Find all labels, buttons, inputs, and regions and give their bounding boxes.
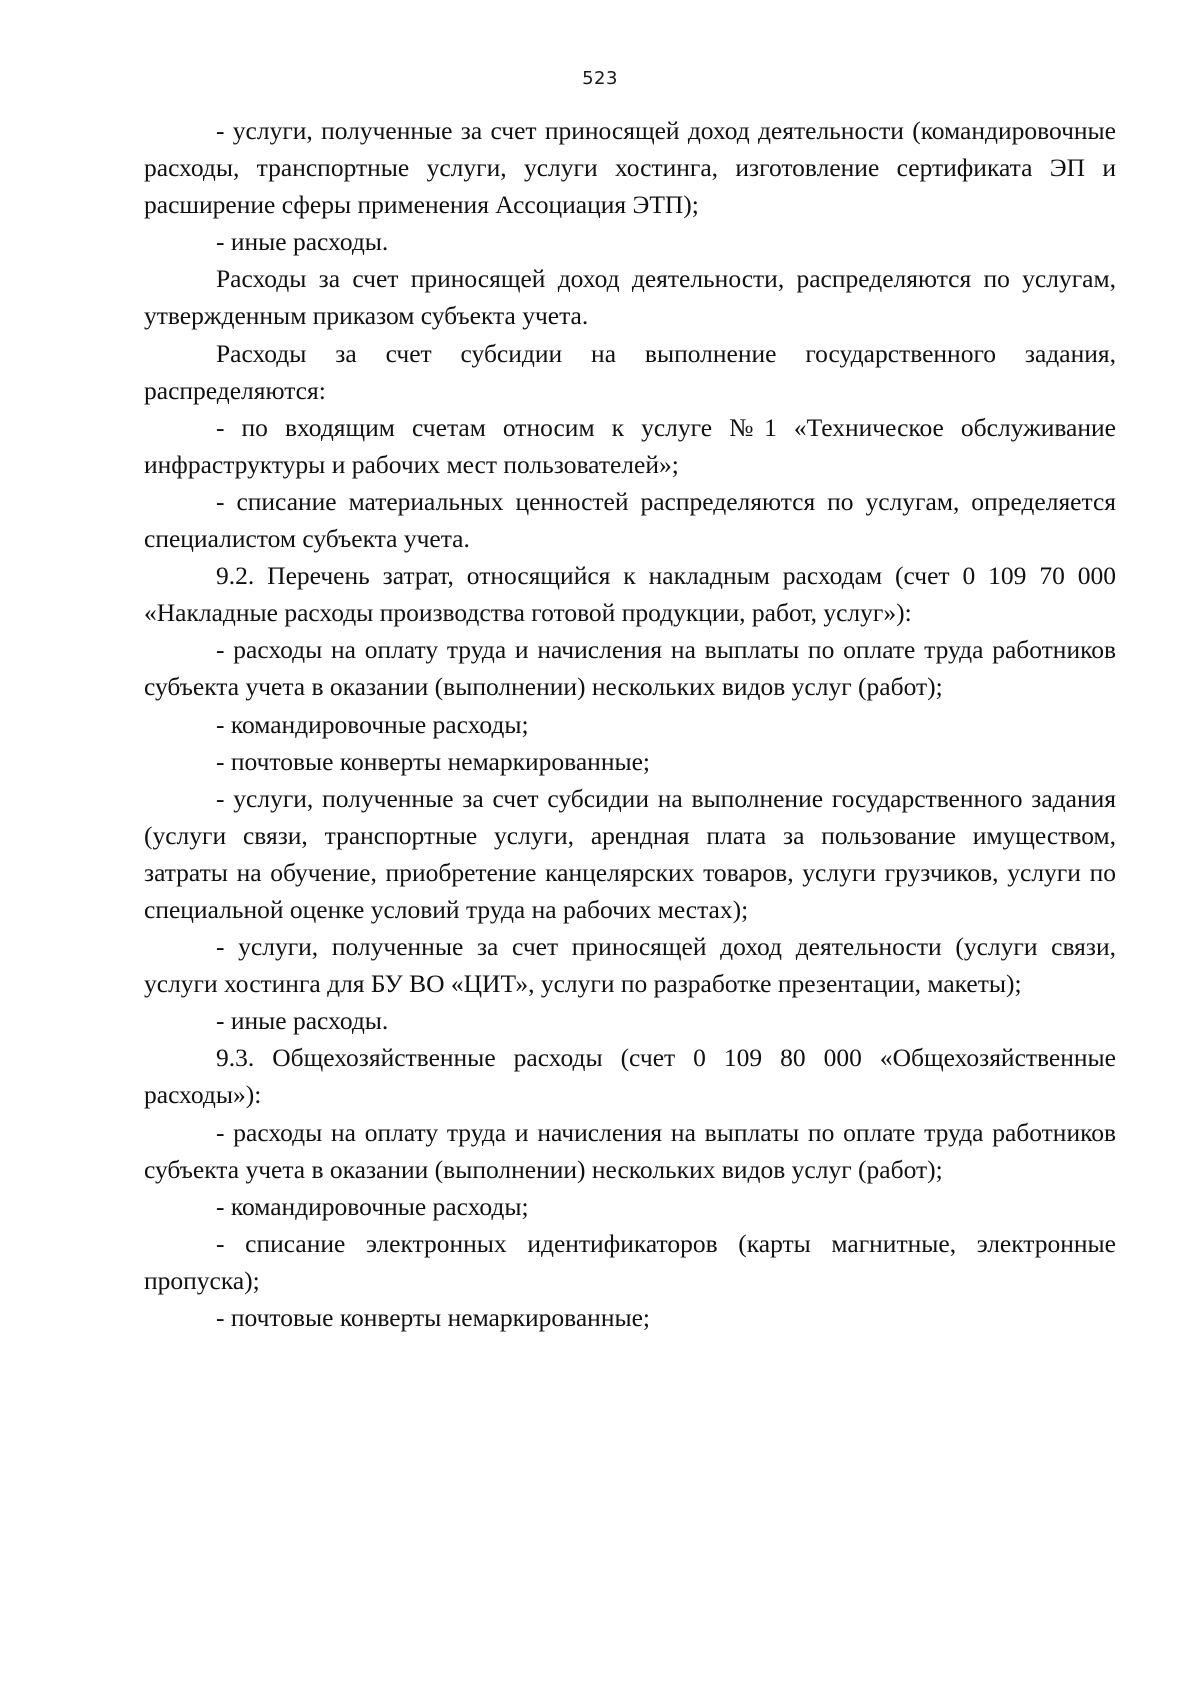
paragraph-section-9-3: 9.3. Общехозяйственные расходы (счет 0 109 80 000 «Общехозяйственные расходы»):	[144, 1043, 1116, 1110]
paragraph-postal-envelopes-2: - почтовые конверты немаркированные;	[216, 1303, 650, 1332]
paragraph-income-distribution: Расходы за счет приносящей доход деятельности, распределяются по услугам, утвержденным приказом субъекта учета.	[144, 264, 1116, 331]
paragraph-other-expenses-2: - иные расходы.	[216, 1006, 389, 1036]
document-body	[144, 112, 1116, 1336]
paragraph-labor-costs: - расходы на оплату труда и начисления на выплаты по оплате труда работников субъекта учета в оказании (выполнении) нескольких видов услуг (работ);	[144, 635, 1116, 702]
paragraph-income-services: - услуги, полученные за счет приносящей доход деятельности (услуги связи, услуги хостинга для БУ ВО «ЦИТ», услуги по разработке презентации, макеты);	[144, 932, 1116, 999]
paragraph-incoming-invoices: - по входящим счетам относим к услуге №1 «Техническое обслуживание инфраструктуры и рабочих мест пользователей»;	[144, 412, 1116, 479]
paragraph-other-expenses: - иные расходы.	[216, 227, 389, 257]
paragraph-labor-costs-2: - расходы на оплату труда и начисления на выплаты по оплате труда работников субъекта учета в оказании (выполнении) нескольких видов услуг (работ);	[144, 1117, 1116, 1184]
paragraph-travel-expenses: - командировочные расходы;	[216, 709, 529, 739]
paragraph-material-write-off: - списание материальных ценностей распределяются по услугам, определяется специалистом субъекта учета.	[144, 486, 1116, 554]
paragraph-electronic-ids: - списание электронных идентификаторов (карты магнитные, электронные пропуска);	[144, 1228, 1116, 1295]
paragraph-subsidy-distribution: Расходы за счет субсидии на выполнение государственного задания, распределяются:	[144, 338, 1116, 405]
paragraph-services-income: - услуги, полученные за счет приносящей доход деятельности (командировочные расходы, транспортные услуги, услуги хостинга, изготовление сертификата ЭП и расширение сферы применения Ассоциация ЭТП);	[144, 116, 1116, 220]
paragraph-section-9-2: 9.2. Перечень затрат, относящийся к накладным расходам (счет 0 109 70 000 «Накладные расходы производства готовой продукции, работ, услуг»):	[144, 561, 1116, 628]
page-number: 523	[582, 68, 618, 89]
paragraph-subsidy-services: - услуги, полученные за счет субсидии на выполнение государственного задания (услуги связи, транспортные услуги, арендная плата за пользование имуществом, затраты на обучение, приобретение канцелярских товаров, услуги грузчиков, услуги по специальной оценке условий труда на рабочих местах);	[144, 783, 1116, 924]
paragraph-travel-expenses-2: - командировочные расходы;	[216, 1191, 529, 1221]
paragraph-postal-envelopes: - почтовые конверты немаркированные;	[216, 746, 650, 776]
